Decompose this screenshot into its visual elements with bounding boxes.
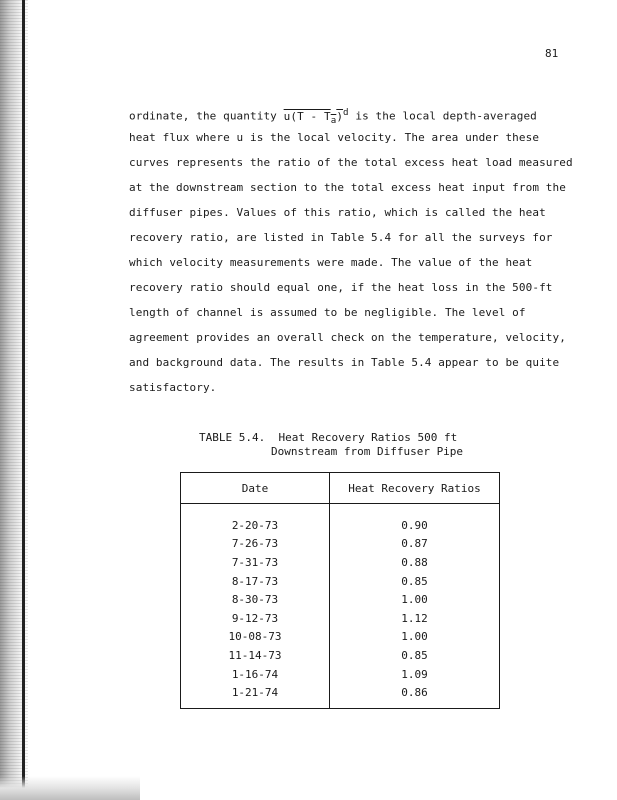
cell-ratio: 1.00: [401, 630, 428, 644]
body-line: length of channel is assumed to be negligible. The level of: [129, 306, 526, 319]
depth-averaged-heat-flux-expression: [283, 109, 344, 126]
cell-ratio: 0.87: [401, 537, 428, 551]
formula-line-suffix: is the local depth-averaged: [348, 109, 537, 123]
table-row: [181, 683, 500, 708]
table-caption-line-2: Downstream from Diffuser Pipe: [271, 445, 464, 458]
cell-date: 7-26-73: [181, 535, 330, 554]
body-line: heat flux where u is the local velocity. The area under these: [129, 131, 540, 144]
table-row: [181, 609, 500, 628]
body-line: which velocity measurements were made. The value of the heat: [129, 256, 533, 269]
body-line-formula: [129, 104, 549, 129]
table-row: [181, 572, 500, 591]
formula-expression: u(T - T: [283, 109, 331, 123]
cell-ratio: 1.09: [401, 667, 428, 681]
table-header-row: [181, 473, 500, 504]
cell-date: 11-14-73: [181, 646, 330, 665]
cell-ratio: 1.00: [401, 593, 428, 607]
formula-superscript: d: [343, 107, 349, 118]
table-row: [181, 646, 500, 665]
column-header-ratio: Heat Recovery Ratios: [330, 473, 500, 504]
cell-date: 2-20-73: [181, 504, 330, 535]
table-caption-line-1: TABLE 5.4. Heat Recovery Ratios 500 ft: [199, 431, 458, 444]
cell-ratio: 0.85: [401, 648, 428, 662]
table-row: [181, 504, 500, 535]
cell-date: 1-16-74: [181, 665, 330, 684]
cell-ratio: 0.85: [401, 574, 428, 588]
cell-date: 10-08-73: [181, 628, 330, 647]
formula-close-paren: ): [336, 109, 344, 123]
formula-subscript: a: [330, 114, 337, 126]
body-line: agreement provides an overall check on the temperature, velocity,: [129, 331, 566, 344]
body-line: curves represents the ratio of the total excess heat load measured: [129, 156, 573, 169]
table-row: [181, 553, 500, 572]
column-header-date: Date: [181, 473, 330, 504]
heat-recovery-table: [180, 472, 500, 709]
body-line: satisfactory.: [129, 381, 217, 394]
cell-date: 8-30-73: [181, 590, 330, 609]
scan-bottom-shadow: [0, 776, 140, 800]
cell-date: 7-31-73: [181, 553, 330, 572]
cell-ratio: 0.88: [401, 555, 428, 569]
cell-date: 8-17-73: [181, 572, 330, 591]
scan-binding-line: [22, 0, 25, 800]
cell-date: 9-12-73: [181, 609, 330, 628]
table-row: [181, 628, 500, 647]
body-line: and background data. The results in Table 5.4 appear to be quite: [129, 356, 560, 369]
body-line: recovery ratio should equal one, if the heat loss in the 500-ft: [129, 281, 553, 294]
body-line: recovery ratio, are listed in Table 5.4 for all the surveys for: [129, 231, 553, 244]
table-row: [181, 535, 500, 554]
table-row: [181, 665, 500, 684]
cell-ratio: 1.12: [401, 611, 428, 625]
body-line: at the downstream section to the total excess heat input from the: [129, 181, 566, 194]
cell-ratio: 0.86: [401, 686, 428, 700]
cell-date: 1-21-74: [181, 683, 330, 708]
table-row: [181, 590, 500, 609]
body-line: diffuser pipes. Values of this ratio, which is called the heat: [129, 206, 546, 219]
page-number: 81: [545, 47, 559, 60]
body-paragraph: [129, 104, 573, 404]
formula-line-prefix: ordinate, the quantity: [129, 109, 284, 123]
cell-ratio: 0.90: [401, 518, 428, 532]
table-caption: [199, 431, 463, 459]
